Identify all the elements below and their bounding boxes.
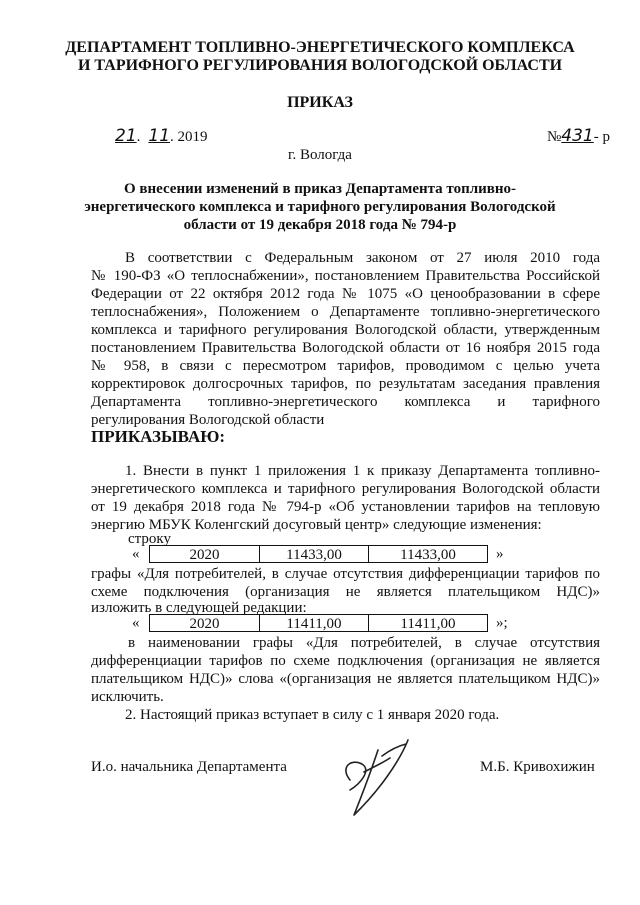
title-line: области от 19 декабря 2018 года № 794-р bbox=[183, 217, 457, 233]
cell-value-1: 11411,00 bbox=[259, 614, 369, 632]
department-name-line1: ДЕПАРТАМЕНТ ТОПЛИВНО-ЭНЕРГЕТИЧЕСКОГО КОМПЛЕКСА bbox=[65, 39, 575, 56]
preamble-line: № 190-ФЗ «О теплоснабжении», постановлением Правительства Российской bbox=[91, 268, 600, 284]
title-line: энергетического комплекса и тарифного регулирования Вологодской bbox=[84, 199, 556, 215]
preamble-line: теплоснабжения», Положением о Департаменте топливно-энергетического bbox=[91, 304, 600, 320]
cell-year: 2020 bbox=[149, 614, 260, 632]
mid-text-line: графы «Для потребителей, в случае отсутствия дифференциации тарифов по bbox=[91, 566, 600, 582]
quote-close: » bbox=[496, 546, 504, 562]
number-sign: № bbox=[546, 129, 562, 145]
title-line: О внесении изменений в приказ Департамента топливно- bbox=[123, 181, 517, 197]
date-month: 11 bbox=[148, 126, 171, 146]
quote-open: « bbox=[132, 615, 140, 631]
department-name-line2: И ТАРИФНОГО РЕГУЛИРОВАНИЯ ВОЛОГОДСКОЙ ОБЛАСТИ bbox=[77, 57, 563, 74]
order-word: ПРИКАЗЫВАЮ: bbox=[91, 427, 226, 446]
preamble-line: Федерации от 22 октября 2012 года № 1075 «О ценообразовании в сфере bbox=[91, 286, 600, 302]
preamble-line: Департамента топливно-энергетического комплекса и тарифного bbox=[91, 394, 600, 410]
stroku-label: строку bbox=[128, 531, 171, 547]
city: г. Вологда bbox=[288, 147, 352, 163]
number-value: 431 bbox=[561, 126, 594, 146]
preamble-line: постановлением Правительства Вологодской области от 16 ноября 2015 года bbox=[91, 340, 600, 356]
quote-open: « bbox=[132, 546, 140, 562]
cell-year: 2020 bbox=[149, 545, 260, 563]
mid-text-line: изложить в следующей редакции: bbox=[91, 600, 307, 616]
tail-text-line: исключить. bbox=[91, 689, 164, 705]
preamble-line: В соответствии с Федеральным законом от 27 июля 2010 года bbox=[125, 250, 600, 266]
date-year: . 2019 bbox=[170, 129, 208, 145]
preamble-line: комплекса и тарифного регулирования Вологодской области, утвержденным bbox=[91, 322, 600, 338]
item1-line: энергетического комплекса и тарифного регулирования Вологодской области bbox=[91, 481, 600, 497]
signatory-role: И.о. начальника Департамента bbox=[91, 759, 287, 775]
document-number bbox=[500, 127, 610, 146]
number-suffix: - р bbox=[593, 129, 610, 145]
table-row-old bbox=[120, 545, 520, 563]
tail-text-line: в наименовании графы «Для потребителей, в случае отсутствия bbox=[128, 635, 600, 651]
date-day: 21 bbox=[115, 126, 137, 146]
document-type: ПРИКАЗ bbox=[287, 94, 353, 111]
handwritten-signature-icon bbox=[320, 720, 420, 830]
signatory-name: М.Б. Кривохижин bbox=[480, 759, 595, 775]
tail-text-line: плательщиком НДС)» слова «(организация не является плательщиком НДС)» bbox=[91, 671, 600, 687]
document-date: 21. 11. 2019 bbox=[115, 126, 208, 146]
mid-text-line: схеме подключения (организация не является плательщиком НДС)» bbox=[91, 584, 600, 600]
item2-text: 2. Настоящий приказ вступает в силу с 1 января 2020 года. bbox=[125, 707, 500, 723]
cell-value-2: 11411,00 bbox=[368, 614, 488, 632]
cell-value-1: 11433,00 bbox=[259, 545, 369, 563]
item1-line: энергию МБУК Коленгский досуговый центр» следующие изменения: bbox=[91, 517, 542, 533]
preamble-line: регулирования Вологодской области bbox=[91, 412, 325, 428]
cell-value-2: 11433,00 bbox=[368, 545, 488, 563]
tail-text-line: дифференциации тарифов по схеме подключения (организация не является bbox=[91, 653, 600, 669]
item1-line: 1. Внести в пункт 1 приложения 1 к приказу Департамента топливно- bbox=[125, 463, 600, 479]
quote-close: »; bbox=[496, 615, 508, 631]
preamble-line: корректировок долгосрочных тарифов, по результатам заседания правления bbox=[91, 376, 600, 392]
table-row-new bbox=[120, 614, 540, 632]
item1-line: от 19 декабря 2018 года № 794-р «Об установлении тарифов на тепловую bbox=[91, 499, 600, 515]
preamble-line: № 958, в связи с пересмотром тарифов, проводимом с целью учета bbox=[91, 358, 600, 374]
